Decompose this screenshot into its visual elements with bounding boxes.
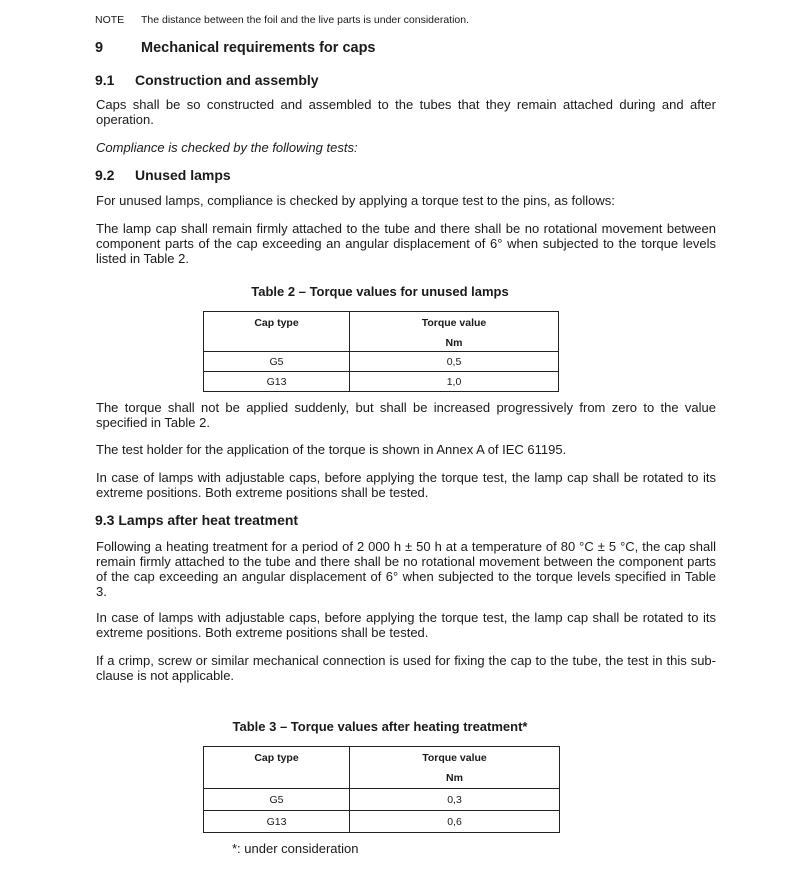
note [95, 14, 469, 26]
torque-cell: 0,5 [350, 352, 559, 372]
paragraph: The torque shall not be applied suddenly, but shall be increased progressively from zero to the value specified in Table 2. [96, 400, 716, 430]
paragraph: The test holder for the application of the torque is shown in Annex A of IEC 61195. [96, 442, 567, 457]
compliance-note: Compliance is checked by the following tests: [96, 140, 358, 155]
cap-cell: G13 [204, 811, 350, 833]
torque-cell: 0,3 [350, 789, 560, 811]
paragraph: Caps shall be so constructed and assembled to the tubes that they remain attached during and after operation. [96, 97, 716, 127]
note-text: The distance between the foil and the live parts is under consideration. [141, 14, 470, 26]
cap-cell: G5 [204, 352, 350, 372]
section-title: Unused lamps [135, 167, 231, 183]
paragraph: In case of lamps with adjustable caps, before applying the torque test, the lamp cap shall be rotated to its extreme positions. Both extreme positions shall be tested. [96, 610, 716, 640]
paragraph: The lamp cap shall remain firmly attached to the tube and there shall be no rotational movement between component parts of the cap exceeding an angular displacement of 6° when subjected to the torque levels listed in Table 2. [96, 221, 716, 266]
torque-cell: 0,6 [350, 811, 560, 833]
section-title: Construction and assembly [135, 72, 319, 88]
section-9-3-heading: 9.3 Lamps after heat treatment [95, 512, 299, 528]
table-3-footnote: *: under consideration [232, 841, 359, 856]
section-9-heading [95, 40, 376, 56]
paragraph: If a crimp, screw or similar mechanical connection is used for fixing the cap to the tube, the test in this sub-clause is not applicable. [96, 653, 716, 683]
section-number: 9 [95, 40, 104, 56]
paragraph: In case of lamps with adjustable caps, before applying the torque test, the lamp cap shall be rotated to its extreme positions. Both extreme positions shall be tested. [96, 470, 716, 500]
table-2-caption: Table 2 – Torque values for unused lamps [251, 284, 509, 299]
torque-cell: 1,0 [350, 372, 559, 392]
section-title: Mechanical requirements for caps [141, 40, 376, 56]
header-cap-type: Cap type [204, 312, 350, 352]
section-number: 9.1 [95, 72, 115, 88]
cap-cell: G13 [204, 372, 350, 392]
paragraph: For unused lamps, compliance is checked by applying a torque test to the pins, as follows: [96, 193, 615, 208]
table-2 [203, 311, 559, 392]
header-torque-label: Torque value [422, 752, 487, 764]
table-row [204, 352, 559, 372]
paragraph: Following a heating treatment for a period of 2 000 h ± 50 h at a temperature of 80 °C ± 5 °C, the cap shall remain firmly attached to the tube and there shall be no rotational movement between the component parts of the cap exceeding an angular displacement of 6° when subjected to the torque levels specified in Table 3. [96, 539, 716, 599]
cap-cell: G5 [204, 789, 350, 811]
table-3-caption: Table 3 – Torque values after heating treatment* [232, 719, 528, 734]
header-torque-value [350, 312, 559, 352]
table-3 [203, 746, 560, 833]
section-9-1-heading [95, 72, 319, 88]
section-number: 9.2 [95, 167, 115, 183]
table-row [204, 372, 559, 392]
header-torque-unit: Nm [445, 337, 463, 349]
header-torque-label: Torque value [421, 317, 487, 329]
table-row [204, 811, 560, 833]
header-torque-unit: Nm [446, 772, 463, 784]
table-row [204, 789, 560, 811]
section-9-2-heading [95, 167, 231, 183]
header-torque-value [350, 747, 560, 789]
note-label: NOTE [95, 14, 125, 26]
header-cap-type: Cap type [204, 747, 350, 789]
